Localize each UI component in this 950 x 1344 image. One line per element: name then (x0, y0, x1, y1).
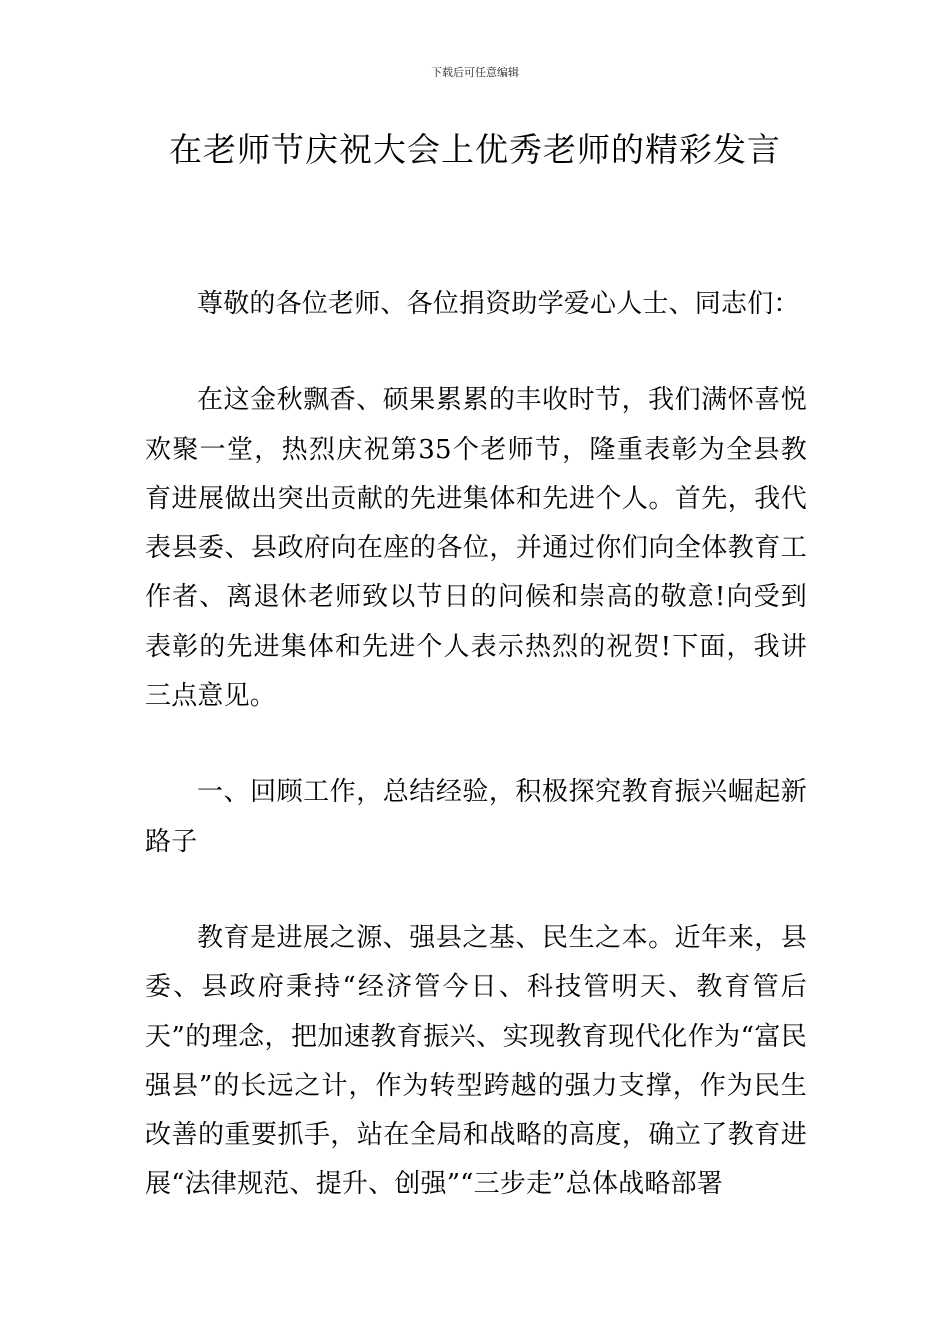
education-paragraph: 教育是进展之源、强县之基、民生之本。近年来，县委、县政府秉持“经济管今日、科技管明天、教育管后天”的理念，把加速教育振兴、实现教育现代化作为“富民强县”的长远之计，作为转型跨越的强力支撑，作为民生改善的重要抓手，站在全局和战略的高度，确立了教育进展“法律规范、提升、创强”“三步走”总体战略部署 (145, 922, 807, 1200)
header-note: 下载后可任意编辑 (431, 66, 519, 79)
document-body (145, 280, 807, 1210)
salutation-paragraph: 尊敬的各位老师、各位捐资助学爱心人士、同志们： (197, 289, 800, 319)
opening-paragraph: 在这金秋飘香、硕果累累的丰收时节，我们满怀喜悦欢聚一堂，热烈庆祝第35个老师节，隆重表彰为全县教育进展做出突出贡献的先进集体和先进个人。首先，我代表县委、县政府向在座的各位，并通过你们向全体教育工作者、离退休老师致以节日的问候和崇高的敬意!向受到表彰的先进集体和先进个人表示热烈的祝贺!下面，我讲三点意见。 (145, 385, 807, 712)
document-title: 在老师节庆祝大会上优秀老师的精彩发言 (169, 130, 781, 169)
section-heading-paragraph: 一、回顾工作，总结经验，积极探究教育振兴崛起新路子 (145, 777, 807, 857)
